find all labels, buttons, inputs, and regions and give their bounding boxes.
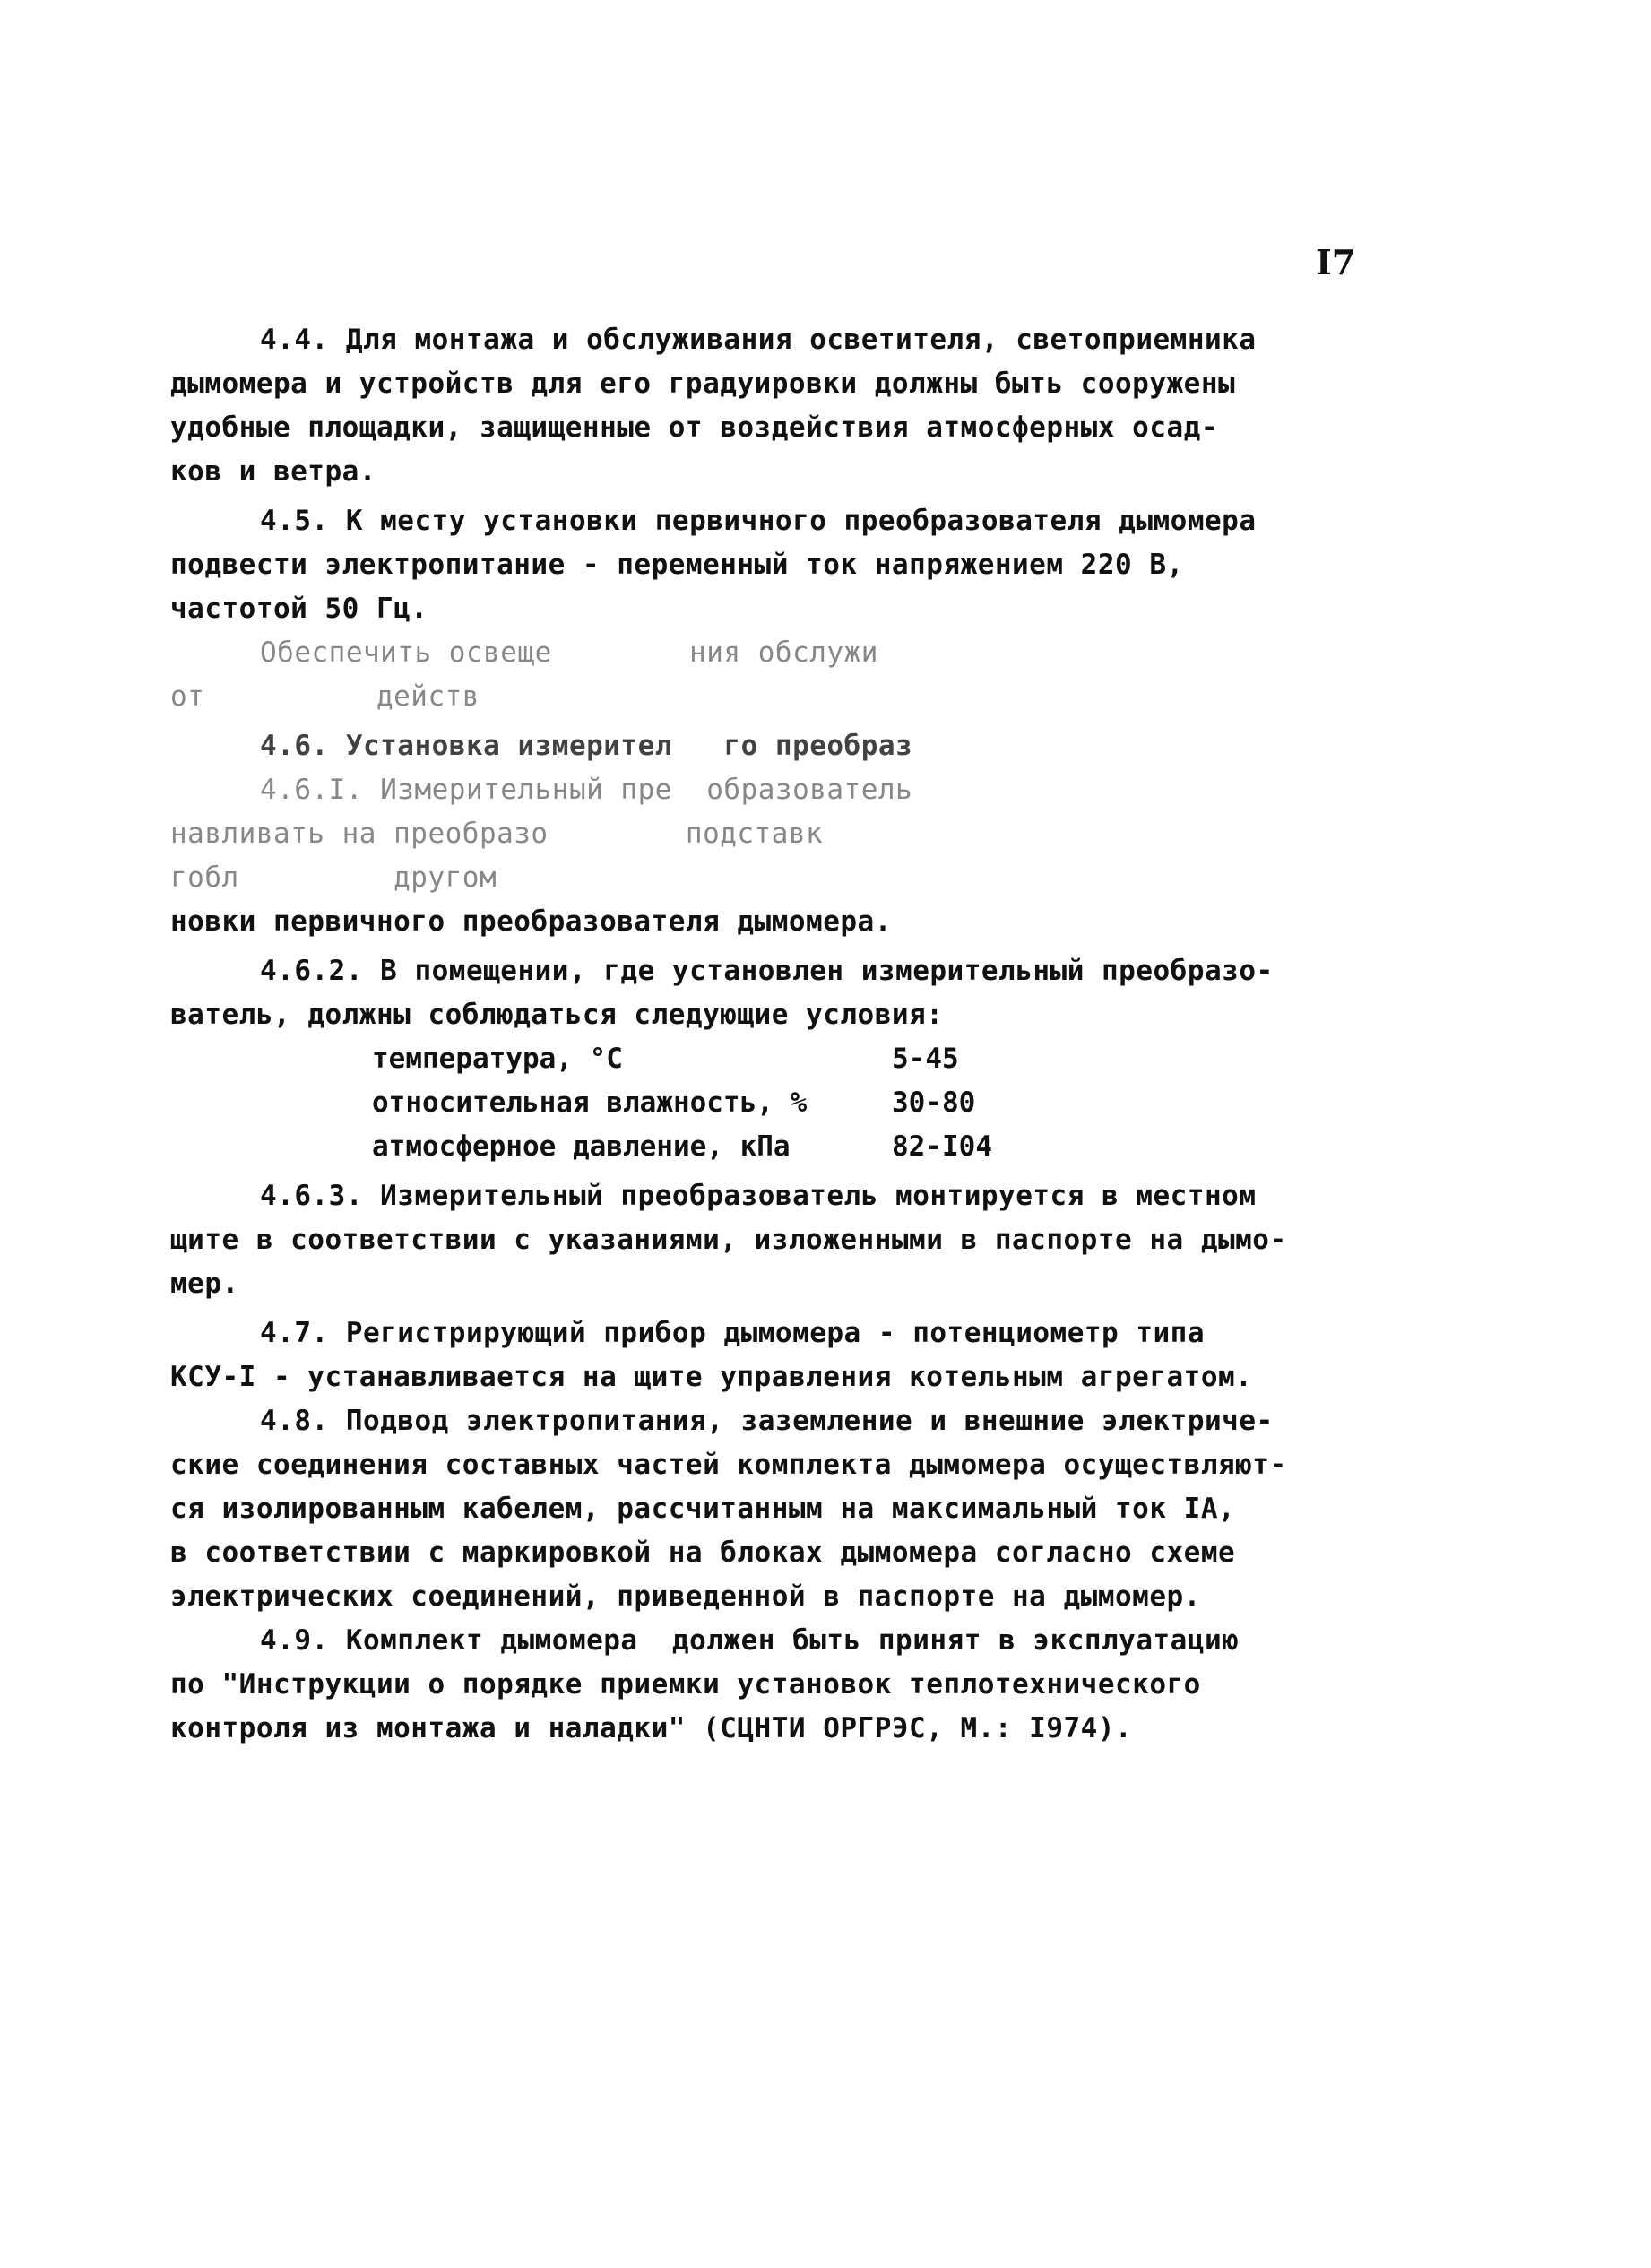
text-line-faded: 4.6.I. Измерительный пре образователь [260, 774, 913, 806]
text-line: щите в соответствии с указаниями, изложенными в паспорте на дымо- [170, 1224, 1287, 1256]
paragraph-4-8 [170, 1399, 1389, 1619]
text-line: ся изолированным кабелем, рассчитанным на максимальный ток IA, [170, 1493, 1236, 1525]
paragraph-4-4 [170, 318, 1389, 494]
text-line: подвести электропитание - переменный ток напряжением 220 В, [170, 549, 1184, 581]
text-line: новки первичного преобразователя дымомера. [170, 905, 892, 938]
text-line: 4.5. К месту установки первичного преобразователя дымомера [260, 505, 1257, 537]
text-line: удобные площадки, защищенные от воздействия атмосферных осад- [170, 411, 1218, 444]
text-line: в соответствии с маркировкой на блоках дымомера согласно схеме [170, 1537, 1236, 1569]
paragraph-4-6-2 [170, 949, 1389, 1169]
text-line-faded: Обеспечить освеще ния обслужи [260, 636, 878, 669]
text-line: частотой 50 Гц. [170, 593, 428, 625]
page-number: I7 [1316, 242, 1356, 282]
paragraph-4-6 [170, 724, 1389, 768]
condition-label: относительная влажность, % [372, 1086, 808, 1119]
paragraph-4-9 [170, 1619, 1389, 1751]
text-line: мер. [170, 1268, 239, 1300]
condition-row [170, 1081, 1389, 1125]
text-line: 4.4. Для монтажа и обслуживания осветителя, светоприемника [260, 324, 1257, 356]
text-line-faded: гобл другом [170, 861, 497, 894]
paragraph-4-6-1 [170, 768, 1389, 944]
paragraph-4-6-3 [170, 1174, 1389, 1306]
condition-value: 82-I04 [892, 1130, 992, 1163]
text-line: 4.6. Установка измерител го преобраз [260, 730, 913, 762]
paragraph-4-5 [170, 499, 1389, 631]
condition-row [170, 1125, 1389, 1169]
text-line: 4.6.3. Измерительный преобразователь монтируется в местном [260, 1180, 1257, 1212]
text-line: 4.9. Комплект дымомера должен быть принят в эксплуатацию [260, 1624, 1240, 1657]
text-line: ков и ветра. [170, 455, 376, 488]
paragraph-faded [170, 631, 1389, 719]
condition-row [170, 1037, 1389, 1081]
text-line-faded: от действ [170, 680, 480, 713]
condition-value: 5-45 [892, 1043, 959, 1075]
text-line: электрических соединений, приведенной в паспорте на дымомер. [170, 1580, 1201, 1613]
condition-label: температура, °С [372, 1043, 623, 1075]
condition-label: атмосферное давление, кПа [372, 1130, 791, 1163]
text-line: контроля из монтажа и наладки" (СЦНТИ ОРГРЭС, М.: I974). [170, 1712, 1133, 1744]
text-line: ские соединения составных частей комплекта дымомера осуществляют- [170, 1449, 1287, 1481]
text-line-faded: навливать на преобразо подставк [170, 818, 824, 850]
text-line: 4.6.2. В помещении, где установлен измерительный преобразо- [260, 955, 1274, 987]
document-body [170, 318, 1389, 1751]
paragraph-4-7 [170, 1311, 1389, 1399]
text-line: по "Инструкции о порядке приемки установок теплотехнического [170, 1668, 1201, 1701]
text-line: 4.7. Регистрирующий прибор дымомера - потенциометр типа [260, 1317, 1205, 1349]
text-line: 4.8. Подвод электропитания, заземление и внешние электриче- [260, 1405, 1274, 1437]
text-line: дымомера и устройств для его градуировки должны быть сооружены [170, 368, 1236, 400]
text-line: КСУ-I - устанавливается на щите управления котельным агрегатом. [170, 1361, 1253, 1393]
condition-value: 30-80 [892, 1086, 976, 1119]
text-line: ватель, должны соблюдаться следующие условия: [170, 999, 944, 1031]
